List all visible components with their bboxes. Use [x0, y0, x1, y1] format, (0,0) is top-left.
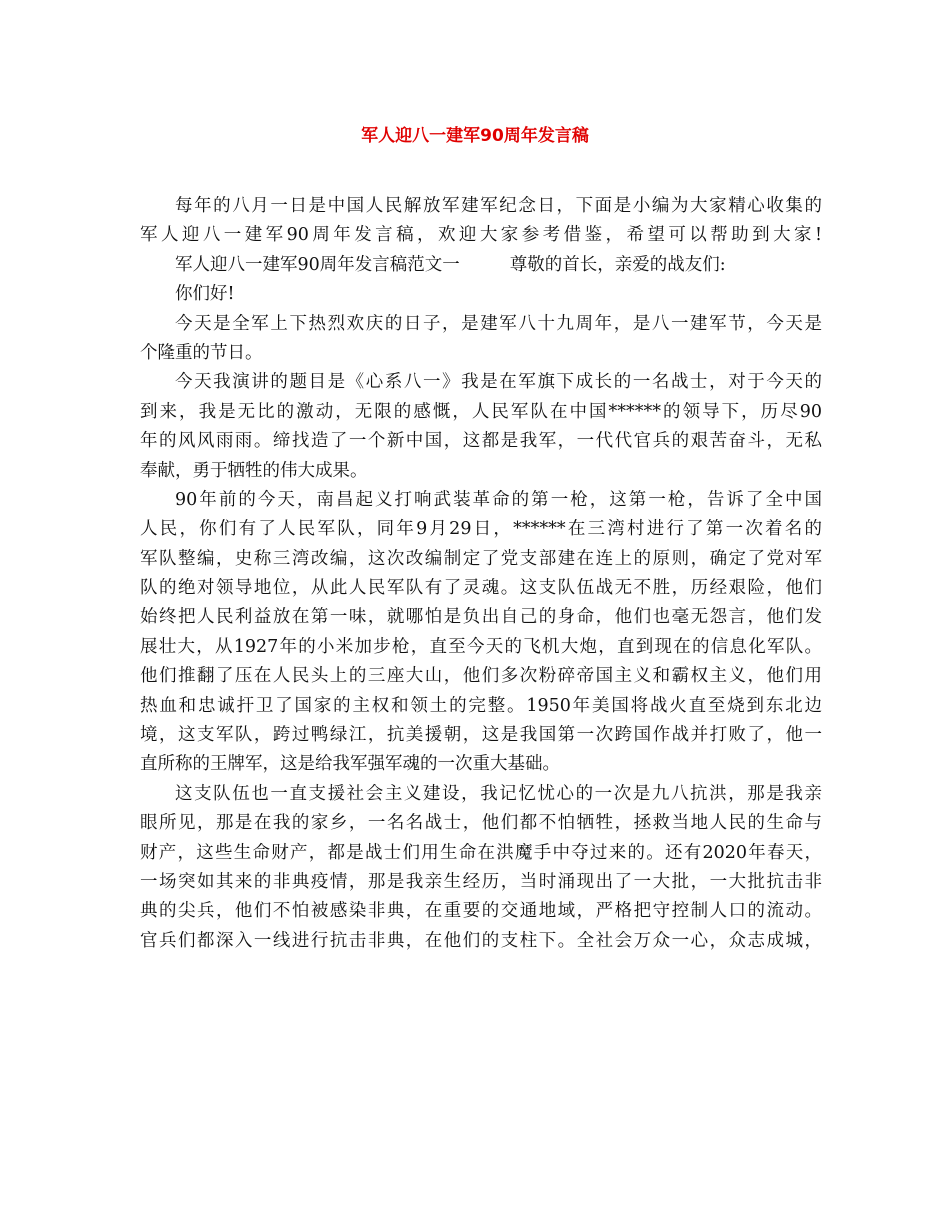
document-title: 军人迎八一建军90周年发言稿: [361, 126, 589, 146]
text-line: 90年前的今天，南昌起义打响武装革命的第一枪，这第一枪，告诉了全中国: [175, 489, 822, 510]
text-line: 每年的八月一日是中国人民解放军建军纪念日，下面是小编为大家精心收集的: [175, 196, 822, 216]
text-line: [140, 251, 822, 280]
text-line: 眼所见，那是在我的家乡，一名名战士，他们都不怕牺牲，拯救当地人民的生命与: [140, 813, 822, 834]
document-body: [140, 192, 822, 956]
text-line: 这支队伍也一直支援社会主义建设，我记忆忧心的一次是九八抗洪，那是我亲: [175, 783, 822, 804]
text-line: 奉献，勇于牺牲的伟大成果。: [140, 460, 368, 481]
text-line: 你们好!: [175, 284, 235, 305]
text-line: 到来，我是无比的激动，无限的感慨，人民军队在中国******的领导下，历尽90: [140, 401, 822, 422]
text-line: 今天我演讲的题目是《心系八一》我是在军旗下成长的一名战士，对于今天的: [175, 372, 822, 393]
text-line: 始终把人民利益放在第一味，就哪怕是负出自己的身命，他们也毫无怨言，他们发: [140, 607, 822, 628]
text-line: 热血和忠诚扞卫了国家的主权和领土的完整。1950年美国将战火直至烧到东北边: [140, 695, 822, 716]
text-line: 展壮大，从1927年的小米加步枪，直至今天的飞机大炮，直到现在的信息化军队。: [140, 636, 822, 657]
text-line: 直所称的王牌军，这是给我军强军魂的一次重大基础。: [140, 754, 560, 775]
text-line: 年的风风雨雨。缔找造了一个新中国，这都是我军，一代代官兵的艰苦奋斗，无私: [140, 431, 822, 452]
text-line: 境，这支军队，跨过鸭绿江，抗美援朝，这是我国第一次跨国作战并打败了，他一: [140, 725, 822, 746]
text-line: 一场突如其来的非典疫情，那是我亲生经历，当时涌现出了一大批，一大批抗击非: [140, 871, 822, 892]
text-line: 军人迎八一建军90周年发言稿，欢迎大家参考借鉴，希望可以帮助到大家!: [140, 225, 822, 246]
text-line: 官兵们都深入一线进行抗击非典，在他们的支柱下。全社会万众一心，众志成城，: [140, 930, 822, 951]
text-line: 人民，你们有了人民军队，同年9月29日，******在三湾村进行了第一次着名的: [140, 519, 822, 540]
text-line: 今天是全军上下热烈欢庆的日子，是建军八十九周年，是八一建军节，今天是: [175, 313, 822, 334]
text-line: 个隆重的节日。: [140, 342, 263, 363]
text-line: 财产，这些生命财产，都是战士们用生命在洪魔手中夺过来的。还有2020年春天，: [140, 842, 822, 863]
section-heading: 军人迎八一建军90周年发言稿范文一: [175, 254, 460, 275]
text-line: 他们推翻了压在人民头上的三座大山，他们多次粉碎帝国主义和霸权主义，他们用: [140, 666, 822, 687]
salutation: 尊敬的首长，亲爱的战友们:: [509, 254, 726, 275]
text-line: 队的绝对领导地位，从此人民军队有了灵魂。这支队伍战无不胜，历经艰险，他们: [140, 578, 822, 599]
text-line: 典的尖兵，他们不怕被感染非典，在重要的交通地域，严格把守控制人口的流动。: [140, 901, 822, 922]
text-line: 军队整编，史称三湾改编，这次改编制定了党支部建在连上的原则，确定了党对军: [140, 548, 822, 569]
